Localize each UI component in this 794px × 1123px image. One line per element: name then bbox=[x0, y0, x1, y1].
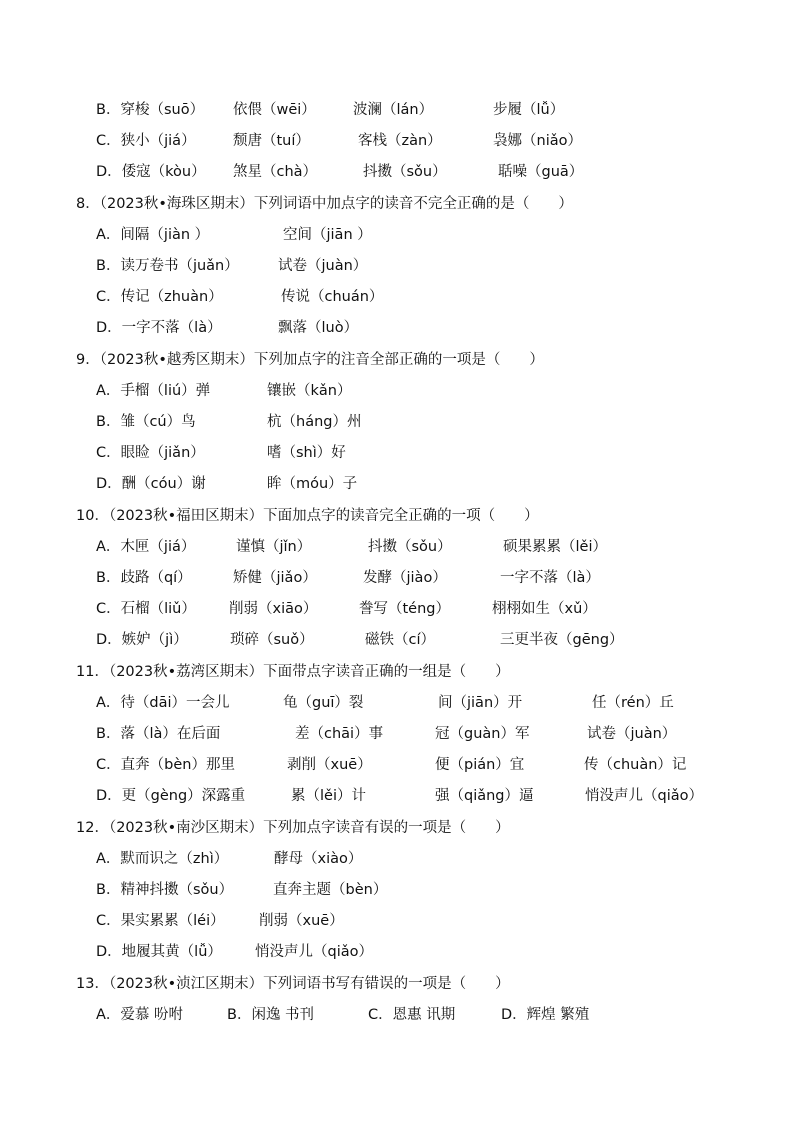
option-text: 硕果累累（lěi） bbox=[503, 539, 607, 555]
option-text: D．酬（cóu）谢 bbox=[96, 476, 206, 492]
option-text: 发酵（jiào） bbox=[363, 570, 447, 586]
option-text: D．一字不落（là） bbox=[96, 320, 222, 336]
option-text: 客栈（zàn） bbox=[358, 133, 442, 149]
option-text: 谨慎（jǐn） bbox=[236, 539, 312, 555]
option-text: 矫健（jiǎo） bbox=[233, 570, 317, 586]
option-text: 镶嵌（kǎn） bbox=[267, 383, 352, 399]
option-text: A．手榴（liú）弹 bbox=[96, 383, 211, 399]
option-text: B．精神抖擞（sǒu） bbox=[96, 882, 234, 898]
option-text: 依偎（wēi） bbox=[233, 102, 316, 118]
option-text: 抖擞（sǒu） bbox=[363, 164, 447, 180]
option-text: 琐碎（suǒ） bbox=[230, 632, 314, 648]
option-text: D．嫉妒（jì） bbox=[96, 632, 188, 648]
option-text: 剥削（xuē） bbox=[287, 757, 372, 773]
option-text: C．直奔（bèn）那里 bbox=[96, 757, 235, 773]
option-text: C．石榴（liǔ） bbox=[96, 601, 196, 617]
option-text: 一字不落（là） bbox=[500, 570, 600, 586]
option-text: D．倭寇（kòu） bbox=[96, 164, 206, 180]
option-text: 飘落（luò） bbox=[278, 320, 359, 336]
option-text: 眸（móu）子 bbox=[267, 476, 358, 492]
option-text: B．落（là）在后面 bbox=[96, 726, 221, 742]
option-text: 龟（guī）裂 bbox=[283, 695, 364, 711]
option-text: 悄没声儿（qiǎo） bbox=[585, 788, 703, 804]
option-text: B．歧路（qí） bbox=[96, 570, 192, 586]
option-text: C．果实累累（léi） bbox=[96, 913, 225, 929]
option-text: B．读万卷书（juǎn） bbox=[96, 258, 239, 274]
q13-title: 13．（2023秋•浈江区期末）下列词语书写有错误的一项是（ ） bbox=[76, 976, 510, 992]
option-text: 累（lěi）计 bbox=[291, 788, 366, 804]
option-text: B．雏（cú）鸟 bbox=[96, 414, 196, 430]
option-text: 削弱（xuē） bbox=[259, 913, 344, 929]
option-text: C．传记（zhuàn） bbox=[96, 289, 223, 305]
option-text: A．爱慕 吩咐 bbox=[96, 1007, 184, 1023]
q9-title: 9．（2023秋•越秀区期末）下列加点字的注音全部正确的一项是（ ） bbox=[76, 352, 544, 368]
option-text: D．更（gèng）深露重 bbox=[96, 788, 246, 804]
option-text: A．间隔（jiàn ） bbox=[96, 227, 210, 243]
option-text: 冠（guàn）军 bbox=[435, 726, 530, 742]
option-text: 栩栩如生（xǔ） bbox=[492, 601, 597, 617]
option-text: C．恩惠 讯期 bbox=[368, 1007, 456, 1023]
option-text: D．地履其黄（lǚ） bbox=[96, 944, 222, 960]
option-text: 强（qiǎng）逼 bbox=[435, 788, 534, 804]
option-text: 颓唐（tuí） bbox=[233, 133, 310, 149]
option-text: A．木匣（jiá） bbox=[96, 539, 196, 555]
option-text: 差（chāi）事 bbox=[295, 726, 384, 742]
option-text: 波澜（lán） bbox=[353, 102, 434, 118]
option-text: 任（rén）丘 bbox=[592, 695, 674, 711]
option-text: 袅娜（niǎo） bbox=[493, 133, 582, 149]
option-text: B．穿梭（suō） bbox=[96, 102, 205, 118]
option-text: A．默而识之（zhì） bbox=[96, 851, 229, 867]
option-text: 传（chuàn）记 bbox=[584, 757, 687, 773]
option-text: 磁铁（cí） bbox=[365, 632, 436, 648]
option-text: 便（pián）宜 bbox=[435, 757, 525, 773]
q12-title: 12．（2023秋•南沙区期末）下列加点字读音有误的一项是（ ） bbox=[76, 820, 510, 836]
option-text: 削弱（xiāo） bbox=[229, 601, 318, 617]
option-text: 杭（háng）州 bbox=[267, 414, 362, 430]
option-text: A．待（dāi）一会儿 bbox=[96, 695, 230, 711]
option-text: 聒噪（guā） bbox=[498, 164, 584, 180]
option-text: B．闲逸 书刊 bbox=[227, 1007, 315, 1023]
option-text: 誊写（téng） bbox=[359, 601, 450, 617]
option-text: 酵母（xiào） bbox=[274, 851, 363, 867]
option-text: D．辉煌 繁殖 bbox=[501, 1007, 590, 1023]
option-text: 悄没声儿（qiǎo） bbox=[255, 944, 373, 960]
option-text: 传说（chuán） bbox=[281, 289, 384, 305]
option-text: 嗜（shì）好 bbox=[267, 445, 346, 461]
option-text: 试卷（juàn） bbox=[278, 258, 368, 274]
option-text: 煞星（chà） bbox=[233, 164, 318, 180]
q10-title: 10．（2023秋•福田区期末）下面加点字的读音完全正确的一项（ ） bbox=[76, 508, 539, 524]
option-text: 空间（jiān ） bbox=[283, 227, 372, 243]
option-text: 试卷（juàn） bbox=[587, 726, 677, 742]
option-text: C．狭小（jiá） bbox=[96, 133, 196, 149]
option-text: 抖擞（sǒu） bbox=[368, 539, 452, 555]
q11-title: 11．（2023秋•荔湾区期末）下面带点字读音正确的一组是（ ） bbox=[76, 664, 510, 680]
option-text: 步履（lǚ） bbox=[493, 102, 565, 118]
option-text: 直奔主题（bèn） bbox=[273, 882, 388, 898]
q8-title: 8．（2023秋•海珠区期末）下列词语中加点字的读音不完全正确的是（ ） bbox=[76, 196, 573, 212]
option-text: C．眼睑（jiǎn） bbox=[96, 445, 205, 461]
option-text: 间（jiān）开 bbox=[438, 695, 523, 711]
option-text: 三更半夜（gēng） bbox=[500, 632, 624, 648]
